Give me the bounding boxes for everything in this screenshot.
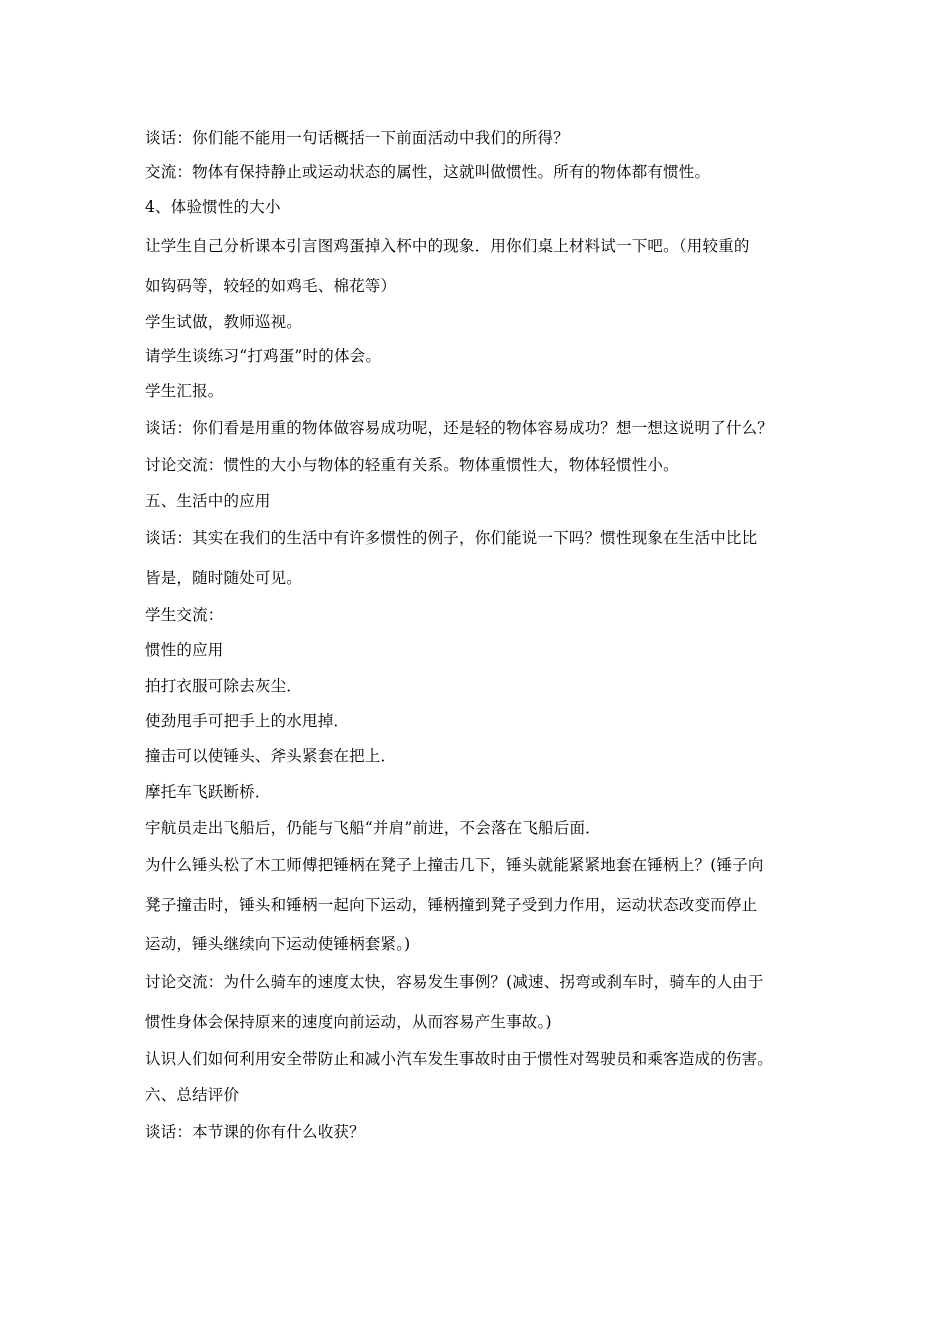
list-item: 宇航员走出飞船后，仍能与飞船“并肩”前进，不会落在飞船后面． [145,819,601,837]
text-line: 惯性身体会保持原来的速度向前运动，从而容易产生事故。) [145,1013,552,1031]
list-item: 使劲甩手可把手上的水甩掉． [145,712,350,730]
text-line: 凳子撞击时，锤头和锤柄一起向下运动，锤柄撞到凳子受到力作用，运动状态改变而停止 [145,896,758,914]
text-line: 请学生谈练习“打鸡蛋”时的体会。 [145,347,382,365]
text-line: 运动，锤头继续向下运动使锤柄套紧。) [145,935,411,953]
text-line: 讨论交流：惯性的大小与物体的轻重有关系。物体重惯性大，物体轻惯性小。 [145,456,679,474]
text-line: 谈话：本节课的你有什么收获？ [145,1123,365,1141]
text-line: 讨论交流：为什么骑车的速度太快，容易发生事例？(减速、拐弯或刹车时，骑车的人由于 [145,973,764,991]
text-line: 皆是，随时随处可见。 [145,569,303,587]
text-line: 学生汇报。 [145,382,224,400]
section-heading: 五、生活中的应用 [145,492,271,510]
section-heading: 4、体验惯性的大小 [145,198,281,216]
text-line: 惯性的应用 [145,641,224,659]
text-line: 如钩码等，较轻的如鸡毛、棉花等） [145,277,397,295]
list-item: 拍打衣服可除去灰尘． [145,677,303,695]
text-line: 谈话：你们看是用重的物体做容易成功呢，还是轻的物体容易成功？想一想这说明了什么？ [145,419,774,437]
list-item: 撞击可以使锤头、斧头紧套在把上． [145,747,397,765]
text-line: 谈话：其实在我们的生活中有许多惯性的例子，你们能说一下吗？惯性现象在生活中比比 [145,529,758,547]
text-line: 谈话：你们能不能用一句话概括一下前面活动中我们的所得？ [145,129,569,147]
text-line: 让学生自己分析课本引言图鸡蛋掉入杯中的现象．用你们桌上材料试一下吧。（用较重的 [145,237,750,255]
text-line: 学生试做，教师巡视。 [145,313,303,331]
text-line: 学生交流： [145,606,224,624]
section-heading: 六、总结评价 [145,1086,240,1104]
text-line: 交流：物体有保持静止或运动状态的属性，这就叫做惯性。所有的物体都有惯性。 [145,163,711,181]
text-line: 为什么锤头松了木工师傅把锤柄在凳子上撞击几下，锤头就能紧紧地套在锤柄上？(锤子向 [145,856,764,874]
list-item: 摩托车飞跃断桥． [145,783,271,801]
text-line: 认识人们如何利用安全带防止和减小汽车发生事故时由于惯性对驾驶员和乘客造成的伤害。 [145,1050,774,1068]
